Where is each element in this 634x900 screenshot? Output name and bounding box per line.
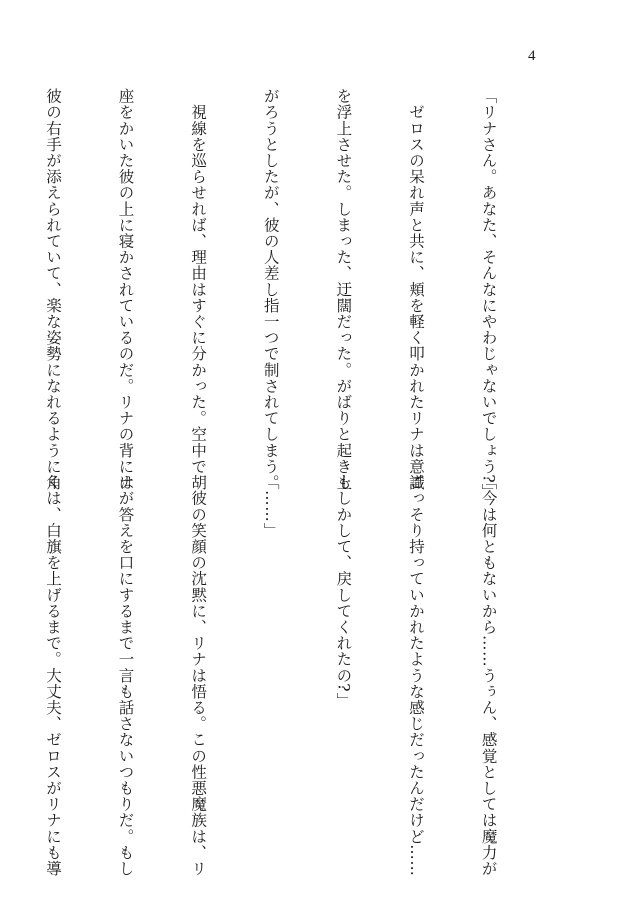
text-line: ごっそり持っていかれたような感じだったんだけど…… — [406, 474, 425, 877]
text-line: ゼロスの呆れ声と共に、頬を軽く叩かれたリナは意識 — [406, 88, 425, 491]
text-line: ナが答えを口にするまで一言も話さないつもりだ。もし — [116, 474, 135, 877]
text-block-bottom — [43, 474, 549, 877]
text-line: 彼の笑顔の沈黙に、リナは悟る。この性悪魔族は、リ — [189, 474, 208, 877]
page-number: 4 — [528, 48, 536, 64]
text-line: 座をかいた彼の上に寝かされているのだ。リナの背には — [116, 88, 135, 491]
text-line: くは、白旗を上げるまで。大丈夫、ゼロスがリナにも導 — [43, 474, 62, 877]
text-line: 視線を巡らせれば、理由はすぐに分かった。空中で胡 — [189, 88, 208, 491]
text-line: 「リナさん。あなた、そんなにやわじゃないでしょう?」 — [479, 88, 498, 500]
text-line: がろうとしたが、彼の人差し指一つで制されてしまう。 — [261, 88, 280, 491]
text-line: 彼の右手が添えられていて、楽な姿勢になれるように角 — [43, 88, 62, 491]
text-line: 「今は何ともないから……うぅん、感覚としては魔力が — [479, 474, 498, 877]
text-line: もしかして、戻してくれたの?」 — [334, 474, 353, 709]
text-block-top — [43, 88, 549, 500]
text-line: を浮上させた。しまった、迂闊だった。がばりと起き上 — [334, 88, 353, 491]
text-line: 「……」 — [261, 474, 280, 539]
